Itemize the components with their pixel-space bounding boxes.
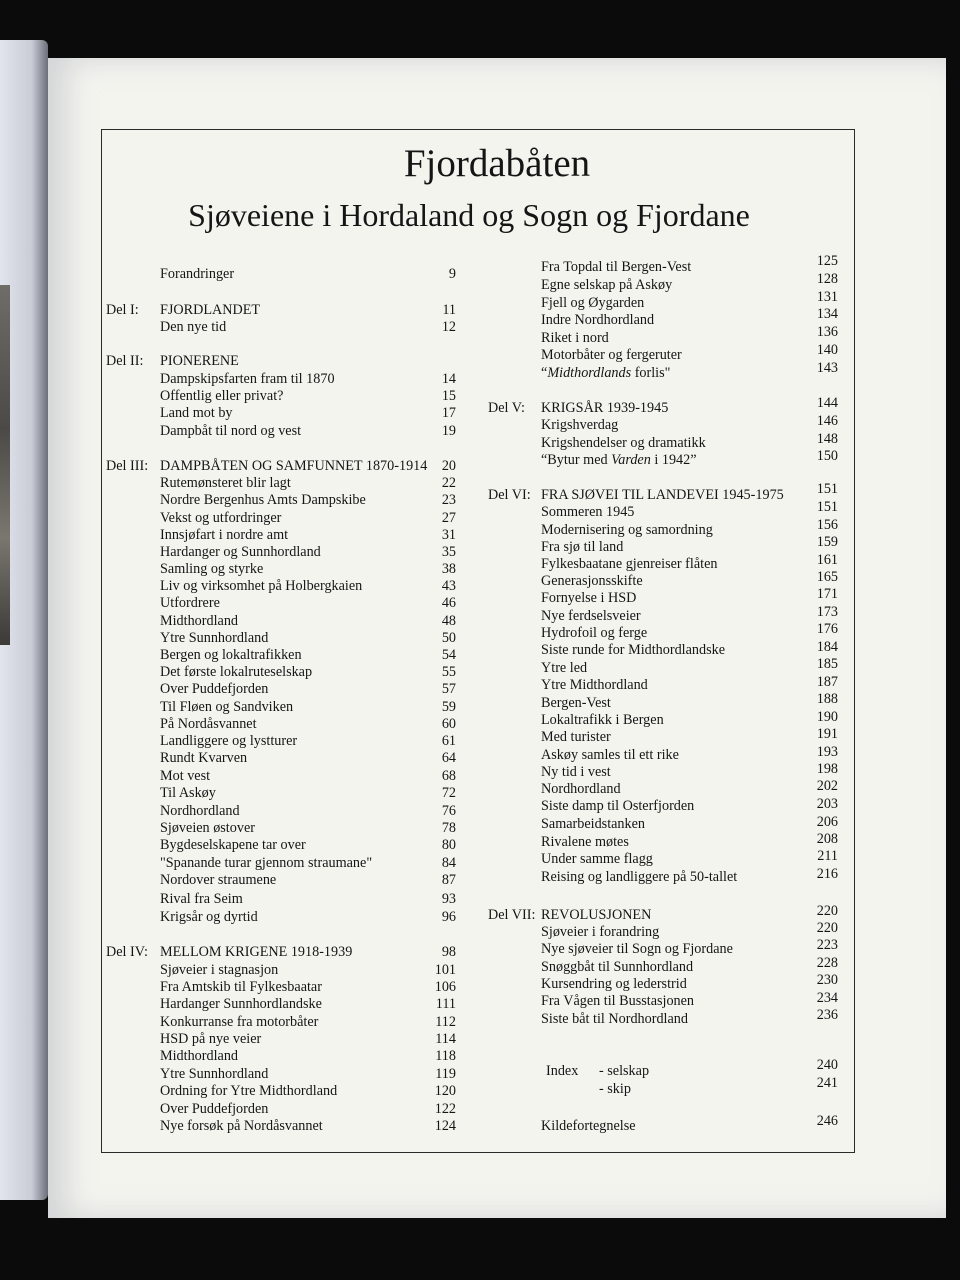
toc-entry-title: Land mot by	[160, 405, 233, 421]
toc-entry-title: Ytre Sunnhordland	[160, 630, 269, 646]
toc-entry-title: Mot vest	[160, 768, 211, 784]
toc-page-number: 22	[441, 475, 456, 491]
toc-entry-title: Lokaltrafikk i Bergen	[541, 712, 664, 728]
toc-page-number: 150	[816, 448, 838, 464]
toc-page-number: 98	[441, 944, 456, 960]
toc-page-number: 20	[441, 458, 456, 474]
toc-entry-title: Vekst og utfordringer	[160, 510, 282, 526]
book-page	[48, 58, 946, 1218]
toc-page-number: 185	[816, 656, 838, 672]
toc-page-number: 131	[816, 289, 838, 305]
toc-entry-title: Askøy samles til ett rike	[541, 747, 679, 763]
toc-entry-title: Fra Vågen til Busstasjonen	[541, 993, 695, 1009]
toc-entry-title: Motorbåter og fergeruter	[541, 347, 682, 363]
toc-page-number: 143	[816, 360, 838, 376]
toc-entry-title-italic: Varden	[611, 452, 651, 468]
toc-page-number: 220	[816, 903, 838, 919]
toc-page-number: 57	[441, 681, 456, 697]
toc-page-number: 72	[441, 785, 456, 801]
toc-entry-title: Fra Amtskib til Fylkesbaatar	[160, 979, 322, 995]
toc-page-number: 84	[441, 855, 456, 871]
toc-entry-title: Det første lokalruteselskap	[160, 664, 313, 680]
toc-entry-title: Krigshendelser og dramatikk	[541, 435, 706, 451]
toc-page-number: 171	[816, 586, 838, 602]
toc-entry-title: Fylkesbaatane gjenreiser flåten	[541, 556, 718, 572]
toc-page-number: 136	[816, 324, 838, 340]
toc-entry-title: Rutemønsteret blir lagt	[160, 475, 291, 491]
toc-page-number: 68	[441, 768, 456, 784]
toc-entry-title: Sjøveier i forandring	[541, 924, 660, 940]
toc-page-number: 119	[435, 1066, 456, 1082]
toc-entry-title: Reising og landliggere på 50-tallet	[541, 869, 738, 885]
toc-page-number: 203	[816, 796, 838, 812]
toc-part-label: Del III:	[106, 458, 149, 474]
toc-entry-title-suffix: i 1942”	[650, 452, 697, 468]
toc-entry-title: Dampbåt til nord og vest	[160, 423, 302, 439]
toc-entry-title: Egne selskap på Askøy	[541, 277, 673, 293]
toc-page-number: 144	[816, 395, 838, 411]
toc-part-label: Del VI:	[488, 487, 531, 503]
toc-entry-title: Siste båt til Nordhordland	[541, 1011, 688, 1027]
toc-page-number: 78	[441, 820, 456, 836]
toc-entry-title: Fra Topdal til Bergen-Vest	[541, 259, 692, 275]
toc-entry-title: Sjøveien østover	[160, 820, 255, 836]
toc-page-number: 93	[441, 891, 456, 907]
toc-page-number: 234	[816, 990, 838, 1006]
toc-page-number: 106	[434, 979, 456, 995]
toc-page-number: 60	[441, 716, 456, 732]
toc-part-label: Del I:	[106, 302, 139, 318]
toc-page-number: 190	[816, 709, 838, 725]
toc-page-number: 64	[441, 750, 456, 766]
toc-page-number: 46	[441, 595, 456, 611]
toc-entry-title: DAMPBÅTEN OG SAMFUNNET 1870-1914	[160, 458, 428, 474]
toc-entry-title: Bygdeselskapene tar over	[160, 837, 306, 853]
toc-entry-title: MELLOM KRIGENE 1918-1939	[160, 944, 353, 960]
toc-page-number: 48	[441, 613, 456, 629]
toc-entry-title: Ytre led	[541, 660, 588, 676]
toc-page-number: 15	[441, 388, 456, 404]
toc-entry-title: REVOLUSJONEN	[541, 907, 652, 923]
toc-entry-title: Ny tid i vest	[541, 764, 611, 780]
toc-page-number: 140	[816, 342, 838, 358]
toc-page-number: 187	[816, 674, 838, 690]
toc-entry-title: Til Askøy	[160, 785, 216, 801]
toc-entry-title: Til Fløen og Sandviken	[160, 699, 294, 715]
toc-entry-title: Ytre Sunnhordland	[160, 1066, 269, 1082]
toc-entry-title: Sommeren 1945	[541, 504, 635, 520]
toc-entry-title	[541, 365, 670, 381]
toc-entry-title-prefix: “Bytur med	[541, 452, 612, 468]
toc-page-number: 206	[816, 814, 838, 830]
toc-page-number: 12	[441, 319, 456, 335]
toc-entry-title: Sjøveier i stagnasjon	[160, 962, 279, 978]
toc-page-number: 146	[816, 413, 838, 429]
toc-page-number: 151	[816, 499, 838, 515]
toc-entry-title: Nordhordland	[160, 803, 240, 819]
toc-entry-title: Under samme flagg	[541, 851, 653, 867]
toc-entry-title: Over Puddefjorden	[160, 1101, 269, 1117]
toc-entry-title: Fornyelse i HSD	[541, 590, 637, 606]
toc-page-number: 55	[441, 664, 456, 680]
toc-part-label: Del IV:	[106, 944, 148, 960]
toc-entry-title: Offentlig eller privat?	[160, 388, 284, 404]
toc-page-number: 148	[816, 431, 838, 447]
toc-page-number: 114	[435, 1031, 456, 1047]
toc-entry-title: Forandringer	[160, 266, 235, 282]
toc-page-number: 161	[816, 552, 838, 568]
toc-entry-title: Bergen og lokaltrafikken	[160, 647, 302, 663]
toc-page-number: 120	[434, 1083, 456, 1099]
toc-part-label: Index	[546, 1063, 579, 1079]
toc-page-number: 220	[816, 920, 838, 936]
toc-entry-title: Rundt Kvarven	[160, 750, 248, 766]
toc-entry-title-suffix: forlis"	[631, 365, 671, 381]
toc-page-number: 198	[816, 761, 838, 777]
toc-entry-title: Med turister	[541, 729, 611, 745]
toc-entry-title: Krigsår og dyrtid	[160, 909, 258, 925]
toc-page-number: 128	[816, 271, 838, 287]
toc-entry-title: Hardanger og Sunnhordland	[160, 544, 321, 560]
toc-page-number: 173	[816, 604, 838, 620]
toc-part-label: Del VII:	[488, 907, 536, 923]
toc-entry-title: HSD på nye veier	[160, 1031, 262, 1047]
toc-entry-title: Konkurranse fra motorbåter	[160, 1014, 319, 1030]
toc-entry-title: På Nordåsvannet	[160, 716, 257, 732]
toc-page-number: 211	[817, 848, 838, 864]
toc-page-number: 61	[441, 733, 456, 749]
toc-entry-title: Midthordland	[160, 1048, 239, 1064]
toc-page-number: 112	[435, 1014, 456, 1030]
toc-page-number: 17	[441, 405, 456, 421]
toc-page-number: 216	[816, 866, 838, 882]
toc-part-label: Del V:	[488, 400, 525, 416]
toc-page-number: 202	[816, 778, 838, 794]
toc-page-number: 176	[816, 621, 838, 637]
facing-page-photo-edge	[0, 285, 10, 645]
toc-entry-title: Liv og virksomhet på Holbergkaien	[160, 578, 363, 594]
toc-entry-title: Modernisering og samordning	[541, 522, 713, 538]
toc-entry-title: Kursendring og lederstrid	[541, 976, 687, 992]
toc-entry-title: Nordre Bergenhus Amts Dampskibe	[160, 492, 366, 508]
toc-page-number: 80	[441, 837, 456, 853]
toc-entry-title: Utfordrere	[160, 595, 220, 611]
toc-page-number: 31	[441, 527, 456, 543]
toc-entry-title: FJORDLANDET	[160, 302, 261, 318]
toc-entry-title: Hydrofoil og ferge	[541, 625, 648, 641]
toc-page-number: 38	[441, 561, 456, 577]
toc-entry-title: Nye ferdselsveier	[541, 608, 641, 624]
toc-page-number: 188	[816, 691, 838, 707]
toc-entry-title: Nordhordland	[541, 781, 621, 797]
toc-page-number: 246	[816, 1113, 838, 1129]
toc-page-number: 122	[434, 1101, 456, 1117]
toc-page-number: 27	[441, 510, 456, 526]
toc-entry-title: Krigshverdag	[541, 417, 619, 433]
toc-entry-title: Ytre Midthordland	[541, 677, 648, 693]
toc-page-number: 223	[816, 937, 838, 953]
book-title: Fjordabåten	[403, 142, 591, 185]
book-subtitle: Sjøveiene i Hordaland og Sogn og Fjordane	[188, 197, 750, 233]
toc-page-number: 50	[441, 630, 456, 646]
toc-entry-title: Rival fra Seim	[160, 891, 243, 907]
toc-page-number: 240	[816, 1057, 838, 1073]
toc-entry-title: Ordning for Ytre Midthordland	[160, 1083, 338, 1099]
toc-entry-title: Kildefortegnelse	[541, 1118, 636, 1134]
toc-page-number: 87	[441, 872, 456, 888]
toc-page-number: 236	[816, 1007, 838, 1023]
toc-entry-title: Innsjøfart i nordre amt	[160, 527, 289, 543]
toc-entry-title: Generasjonsskifte	[541, 573, 643, 589]
toc-entry-title: Siste runde for Midthordlandske	[541, 642, 726, 658]
toc-page-number: 23	[441, 492, 456, 508]
toc-entry-title: Rivalene møtes	[541, 834, 629, 850]
toc-entry-title: Siste damp til Osterfjorden	[541, 798, 695, 814]
toc-page-number: 101	[434, 962, 456, 978]
toc-entry-title	[541, 452, 697, 468]
toc-page-number: 208	[816, 831, 838, 847]
toc-part-label: Del II:	[106, 353, 144, 369]
toc-page-number: 35	[441, 544, 456, 560]
toc-page-number: 43	[441, 578, 456, 594]
toc-entry-title: "Spanande turar gjennom straumane"	[160, 855, 373, 871]
toc-page-number: 159	[816, 534, 838, 550]
toc-page-number: 241	[816, 1075, 838, 1091]
toc-page-number: 9	[448, 266, 456, 282]
toc-page-number: 228	[816, 955, 838, 971]
toc-page-number: 76	[441, 803, 456, 819]
toc-entry-title: - skip	[599, 1081, 631, 1097]
toc-entry-title: Bergen-Vest	[541, 695, 611, 711]
toc-entry-title-italic: Midthordlands	[547, 365, 632, 381]
toc-page-number: 59	[441, 699, 456, 715]
toc-page-number: 54	[441, 647, 456, 663]
toc-entry-title: Fjell og Øygarden	[541, 295, 645, 311]
toc-entry-title: Indre Nordhordland	[541, 312, 655, 328]
toc-entry-title: Nye sjøveier til Sogn og Fjordane	[541, 941, 733, 957]
toc-entry-title: Landliggere og lystturer	[160, 733, 298, 749]
toc-page-number: 124	[434, 1118, 456, 1134]
toc-page-number: 165	[816, 569, 838, 585]
toc-entry-title: - selskap	[599, 1063, 650, 1079]
toc-entry-title: Hardanger Sunnhordlandske	[160, 996, 322, 1012]
toc-page-number: 230	[816, 972, 838, 988]
toc-entry-title: Snøggbåt til Sunnhordland	[541, 959, 694, 975]
toc-page-number: 125	[816, 253, 838, 269]
toc-page-number: 134	[816, 306, 838, 322]
toc-entry-title: Den nye tid	[160, 319, 227, 335]
toc-page-number: 184	[816, 639, 838, 655]
toc-page-number: 156	[816, 517, 838, 533]
toc-entry-title: Riket i nord	[541, 330, 609, 346]
toc-page-number: 111	[435, 996, 456, 1012]
toc-entry-title-prefix: “	[541, 365, 548, 381]
toc-page-number: 191	[816, 726, 838, 742]
toc-entry-title: FRA SJØVEI TIL LANDEVEI 1945-1975	[541, 487, 784, 503]
toc-page-number: 19	[441, 423, 456, 439]
toc-entry-title: Samarbeidstanken	[541, 816, 646, 832]
toc-entry-title: Dampskipsfarten fram til 1870	[160, 371, 335, 387]
toc-page-number: 14	[441, 371, 456, 387]
toc-entry-title: Midthordland	[160, 613, 239, 629]
toc-entry-title: Over Puddefjorden	[160, 681, 269, 697]
toc-page-number: 11	[442, 302, 456, 318]
toc-page-number: 151	[816, 481, 838, 497]
toc-entry-title: Samling og styrke	[160, 561, 264, 577]
toc-page-number: 193	[816, 744, 838, 760]
toc-entry-title: Nye forsøk på Nordåsvannet	[160, 1118, 323, 1134]
toc-page-number: 118	[435, 1048, 456, 1064]
toc-page-number: 96	[441, 909, 456, 925]
toc-entry-title: Fra sjø til land	[541, 539, 624, 555]
toc-entry-title: PIONERENE	[160, 353, 239, 369]
toc-entry-title: Nordover straumene	[160, 872, 277, 888]
toc-entry-title: KRIGSÅR 1939-1945	[541, 400, 669, 416]
